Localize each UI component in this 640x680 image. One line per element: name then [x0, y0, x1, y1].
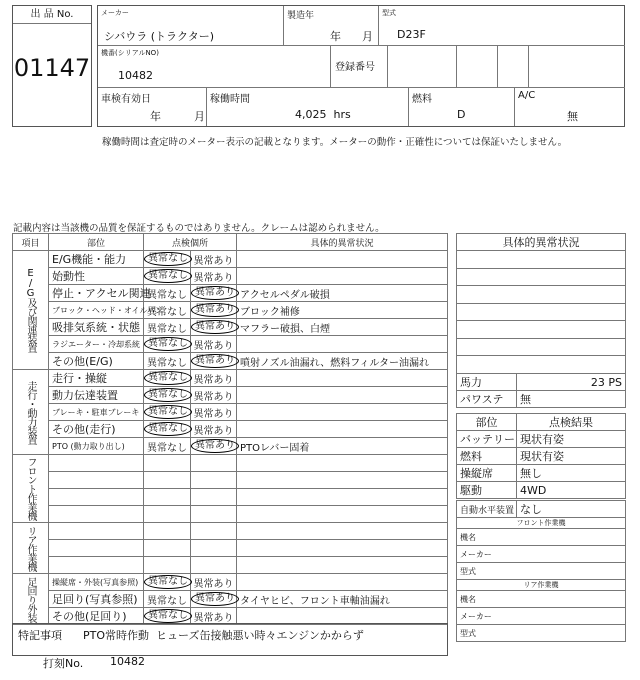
right-detail-header: 具体的異常状況 [457, 234, 626, 251]
status-ng-label: 異常あり [191, 320, 239, 334]
hours-note: 稼働時間は査定時のメーター表示の記載となります。メーターの動作・正確性については保証いたしません。 [102, 137, 568, 148]
part-name: E/G機能・能力 [49, 251, 144, 268]
parts-result-table [456, 413, 626, 499]
part-name: 燃料 [457, 448, 517, 465]
status-ng[interactable] [191, 608, 237, 625]
status-ok-label: 異常なし [147, 442, 187, 454]
abnormal-detail: 噴射ノズル油漏れ、燃料フィルター油漏れ [237, 353, 448, 370]
detail-cell [457, 303, 626, 321]
table-row [13, 370, 448, 387]
abnormal-detail [237, 336, 448, 353]
detail-row [457, 356, 626, 374]
status-ng-label: 異常あり [193, 340, 234, 352]
status-ok[interactable] [144, 302, 191, 319]
abnormal-detail: PTOレバー固着 [237, 438, 448, 455]
serial-cell [98, 46, 331, 88]
status-ng[interactable] [191, 319, 237, 336]
table-row [13, 540, 448, 557]
header-check: 点検個所 [144, 234, 237, 251]
table-row [13, 455, 448, 472]
abnormal-detail [237, 506, 448, 523]
inspection-label: 車検有効日 [101, 94, 151, 105]
abnormal-detail [237, 608, 448, 625]
status-ok-label: 異常なし [144, 422, 192, 436]
part-name [49, 540, 144, 557]
part-name: 始動性 [49, 268, 144, 285]
reg-cell-4 [529, 46, 625, 88]
abnormal-detail [237, 540, 448, 557]
parts-row [457, 431, 626, 448]
status-ng[interactable] [191, 523, 237, 540]
status-ng[interactable] [191, 404, 237, 421]
detail-cell [457, 286, 626, 304]
status-ok[interactable] [144, 608, 191, 625]
inspection-year-unit: 年 [150, 110, 161, 123]
part-name: 吸排気系統・状態 [49, 319, 144, 336]
parts-row [457, 448, 626, 465]
hours-label: 稼働時間 [210, 94, 250, 105]
status-ng-label: 異常あり [193, 578, 234, 590]
status-ng[interactable] [191, 591, 237, 608]
detail-cell [457, 356, 626, 374]
part-name: 足回り(写真参照) [49, 591, 144, 608]
status-ok[interactable] [144, 285, 191, 302]
status-ng-label: 異常あり [193, 272, 234, 284]
abnormal-detail [237, 268, 448, 285]
status-ok[interactable] [144, 557, 191, 574]
implement-row [457, 608, 626, 625]
table-row [13, 421, 448, 438]
table-row [13, 353, 448, 370]
implement-field: 型式 [457, 625, 626, 642]
status-ng-label: 異常あり [191, 286, 239, 300]
status-ok[interactable] [144, 370, 191, 387]
year-cell [284, 6, 379, 46]
implement-field: メーカー [457, 546, 626, 563]
abnormal-detail [237, 387, 448, 404]
status-ok-label: 異常なし [144, 371, 192, 385]
part-name: 停止・アクセル関連 [49, 285, 144, 302]
reg-cell-1 [388, 46, 457, 88]
part-result: 無し [517, 465, 626, 482]
hours-value: 4,025 hrs [295, 108, 351, 121]
status-ok-label: 異常なし [147, 306, 187, 318]
header-detail: 具体的異常状況 [237, 234, 448, 251]
part-name [49, 523, 144, 540]
status-ok[interactable] [144, 540, 191, 557]
part-result: 現状有姿 [517, 431, 626, 448]
abnormal-detail [237, 421, 448, 438]
abnormal-detail: アクセルペダル破損 [237, 285, 448, 302]
status-ok-label: 異常なし [144, 575, 192, 589]
auto-level-label: 自動水平装置 [457, 501, 517, 518]
status-ng[interactable] [191, 302, 237, 319]
model-value: D23F [397, 28, 426, 41]
status-ok-label: 異常なし [147, 357, 187, 369]
part-name: バッテリー [457, 431, 517, 448]
implement-table [456, 500, 626, 642]
implement-field: 型式 [457, 563, 626, 580]
status-ng[interactable] [191, 540, 237, 557]
section-label: リア作業機 [13, 523, 49, 574]
abnormal-detail [237, 404, 448, 421]
detail-row [457, 268, 626, 286]
part-name: その他(足回り) [49, 608, 144, 625]
table-row [13, 302, 448, 319]
lot-number: 01147 [13, 54, 91, 82]
table-row [13, 489, 448, 506]
status-ng-label: 異常あり [193, 425, 234, 437]
serial-label: 機番(シリアルNO) [101, 49, 159, 57]
part-name: 動力伝達装置 [49, 387, 144, 404]
implement-field: メーカー [457, 608, 626, 625]
remarks-box [12, 623, 448, 656]
status-ok[interactable] [144, 251, 191, 268]
part-name: 駆動 [457, 482, 517, 499]
status-ok[interactable] [144, 336, 191, 353]
auto-level-value: なし [517, 501, 626, 518]
status-ok-label: 異常なし [147, 595, 187, 607]
status-ok[interactable] [144, 353, 191, 370]
hp-value: 23 PS [517, 374, 626, 391]
part-result: 4WD [517, 482, 626, 499]
serial-value: 10482 [118, 69, 153, 82]
rear-implement-header: リア作業機 [457, 580, 626, 591]
hours-cell [207, 88, 409, 126]
fuel-value: D [457, 108, 466, 121]
lot-label: 出 品 No. [13, 6, 91, 24]
inspection-month-unit: 月 [194, 110, 205, 123]
abnormal-detail [237, 523, 448, 540]
front-implement-header: フロント作業機 [457, 518, 626, 529]
status-ng[interactable] [191, 472, 237, 489]
right-detail-table [456, 233, 626, 374]
status-ok[interactable] [144, 472, 191, 489]
abnormal-detail [237, 251, 448, 268]
status-ng[interactable] [191, 336, 237, 353]
fuel-cell [409, 88, 515, 126]
part-name: ブロック・ヘッド・オイルパン [49, 302, 144, 319]
status-ng-label: 異常あり [193, 408, 234, 420]
part-name: その他(E/G) [49, 353, 144, 370]
section-label: フロント作業機 [13, 455, 49, 523]
status-ok[interactable] [144, 574, 191, 591]
section-label: E/G及び関連装置 [13, 251, 49, 370]
detail-cell [457, 321, 626, 339]
reg-label: 登録番号 [335, 62, 375, 73]
part-name: 走行・操縦 [49, 370, 144, 387]
section-label: 足回り外装 [13, 574, 49, 625]
spec-table [456, 373, 626, 408]
table-row [13, 523, 448, 540]
table-row [13, 506, 448, 523]
model-cell [379, 6, 625, 46]
stamp-value: 10482 [110, 655, 145, 668]
part-name: ブレーキ・駐車ブレーキ [49, 404, 144, 421]
vehicle-info [97, 5, 625, 127]
maker-value: シバウラ (トラクター) [104, 30, 215, 43]
table-row [13, 336, 448, 353]
status-ng-label: 異常あり [191, 592, 239, 606]
part-name [49, 489, 144, 506]
part-name [49, 506, 144, 523]
detail-row [457, 286, 626, 304]
status-ok-label: 異常なし [147, 289, 187, 301]
part-name: 操縦席・外装(写真参照) [49, 574, 144, 591]
year-label: 製造年 [287, 11, 315, 21]
status-ok-label: 異常なし [144, 609, 192, 623]
status-ng[interactable] [191, 421, 237, 438]
status-ng[interactable] [191, 438, 237, 455]
parts-row [457, 482, 626, 499]
abnormal-detail [237, 455, 448, 472]
month-unit: 月 [362, 30, 373, 43]
status-ng-label: 異常あり [191, 303, 239, 317]
implement-row [457, 529, 626, 546]
stamp-label: 打刻No. [43, 657, 84, 670]
part-name: ラジエーター・冷却系統 [49, 336, 144, 353]
status-ok[interactable] [144, 455, 191, 472]
part-name: その他(走行) [49, 421, 144, 438]
status-ok-label: 異常なし [144, 405, 192, 419]
status-ok[interactable] [144, 268, 191, 285]
fuel-label: 燃料 [412, 94, 432, 105]
abnormal-detail: マフラー破損、白煙 [237, 319, 448, 336]
parts-header: 部位 [457, 414, 517, 431]
status-ok[interactable] [144, 489, 191, 506]
detail-row [457, 251, 626, 269]
abnormal-detail [237, 370, 448, 387]
status-ng-label: 異常あり [191, 439, 239, 453]
status-ok[interactable] [144, 506, 191, 523]
disclaimer: 記載内容は当該機の品質を保証するものではありません。クレームは認められません。 [13, 223, 385, 234]
reg-cell-2 [457, 46, 498, 88]
table-row [13, 404, 448, 421]
status-ok[interactable] [144, 591, 191, 608]
inspection-cell [98, 88, 207, 126]
detail-cell [457, 251, 626, 269]
hp-label: 馬力 [457, 374, 517, 391]
abnormal-detail [237, 574, 448, 591]
part-name: 操縦席 [457, 465, 517, 482]
lot-box [12, 5, 92, 127]
implement-row [457, 546, 626, 563]
status-ng-label: 異常あり [193, 391, 234, 403]
abnormal-detail: ブロック補修 [237, 302, 448, 319]
table-row [13, 472, 448, 489]
status-ng[interactable] [191, 268, 237, 285]
status-ok[interactable] [144, 523, 191, 540]
reg-label-cell [331, 46, 388, 88]
status-ok[interactable] [144, 404, 191, 421]
status-ok[interactable] [144, 319, 191, 336]
table-row [13, 268, 448, 285]
status-ok-label: 異常なし [144, 388, 192, 402]
status-ng[interactable] [191, 574, 237, 591]
status-ok-label: 異常なし [144, 269, 192, 283]
detail-row [457, 321, 626, 339]
section-label: 走行・動力装置 [13, 370, 49, 455]
status-ng-label: 異常あり [193, 374, 234, 386]
result-header: 点検結果 [517, 414, 626, 431]
year-unit: 年 [330, 30, 341, 43]
parts-row [457, 465, 626, 482]
status-ng[interactable] [191, 370, 237, 387]
remarks-label: 特記事項 [18, 629, 62, 642]
power-steering-label: パワステ [457, 391, 517, 408]
part-result: 現状有姿 [517, 448, 626, 465]
abnormal-detail: タイヤヒビ、フロント車軸油漏れ [237, 591, 448, 608]
status-ng[interactable] [191, 489, 237, 506]
implement-field: 機名 [457, 591, 626, 608]
detail-row [457, 303, 626, 321]
model-label: 型式 [382, 9, 396, 17]
status-ng[interactable] [191, 387, 237, 404]
reg-cell-3 [498, 46, 529, 88]
maker-label: メーカー [101, 9, 129, 17]
part-name [49, 557, 144, 574]
status-ng[interactable] [191, 506, 237, 523]
detail-cell [457, 268, 626, 286]
table-row [13, 591, 448, 608]
status-ng[interactable] [191, 285, 237, 302]
status-ok[interactable] [144, 387, 191, 404]
status-ok[interactable] [144, 421, 191, 438]
remarks-text: PTO常時作動 ヒューズ缶接触悪い時々エンジンかからず [83, 629, 364, 642]
maker-cell [98, 6, 284, 46]
status-ok-label: 異常なし [144, 337, 192, 351]
status-ng[interactable] [191, 251, 237, 268]
status-ng[interactable] [191, 557, 237, 574]
part-name [49, 472, 144, 489]
implement-row [457, 563, 626, 580]
table-row [13, 251, 448, 268]
header-item: 項目 [13, 234, 49, 251]
power-steering-value: 無 [517, 391, 626, 408]
part-name: PTO (動力取り出し) [49, 438, 144, 455]
ac-value: 無 [567, 110, 578, 123]
detail-cell [457, 338, 626, 356]
inspection-table [12, 233, 448, 625]
status-ng[interactable] [191, 455, 237, 472]
implement-field: 機名 [457, 529, 626, 546]
implement-row [457, 591, 626, 608]
status-ng-label: 異常あり [193, 612, 234, 624]
table-row [13, 557, 448, 574]
status-ok-label: 異常なし [147, 323, 187, 335]
table-row [13, 285, 448, 302]
status-ok-label: 異常なし [144, 252, 192, 266]
ac-label: A/C [518, 90, 536, 101]
table-row [13, 387, 448, 404]
status-ng[interactable] [191, 353, 237, 370]
status-ng-label: 異常あり [193, 255, 234, 267]
header-part: 部位 [49, 234, 144, 251]
status-ok[interactable] [144, 438, 191, 455]
abnormal-detail [237, 489, 448, 506]
table-row [13, 319, 448, 336]
table-row [13, 608, 448, 625]
detail-row [457, 338, 626, 356]
status-ng-label: 異常あり [191, 354, 239, 368]
part-name [49, 455, 144, 472]
table-row [13, 438, 448, 455]
ac-cell [515, 88, 625, 126]
abnormal-detail [237, 557, 448, 574]
abnormal-detail [237, 472, 448, 489]
implement-row [457, 625, 626, 642]
table-row [13, 574, 448, 591]
